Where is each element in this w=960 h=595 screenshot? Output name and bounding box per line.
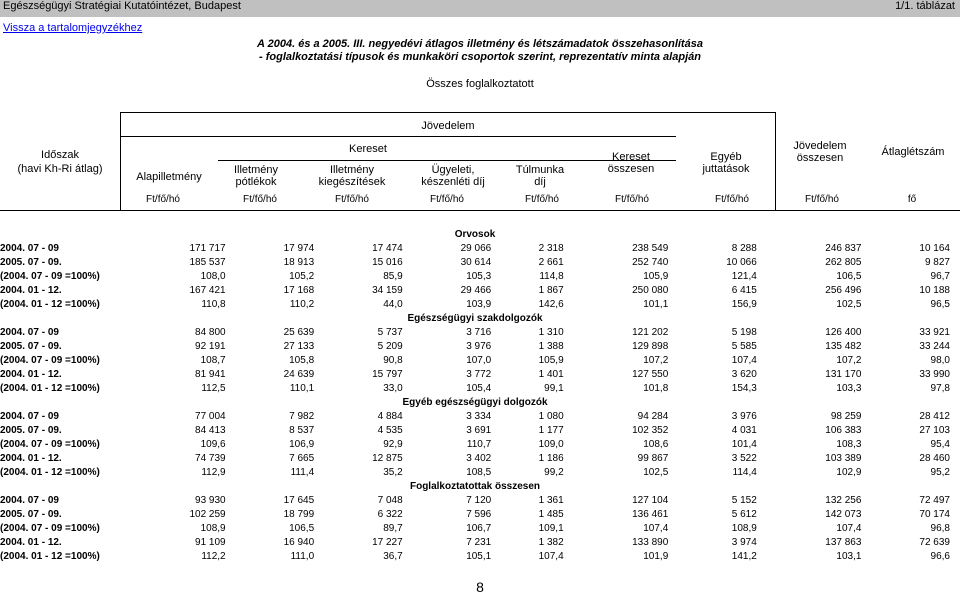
cell-value: 102 259	[189, 509, 226, 520]
unit-label: Ft/fő/hó	[243, 194, 277, 205]
row-label: 2004. 07 - 09	[0, 411, 59, 422]
cell-value: 30 614	[460, 257, 492, 268]
cell-value: 111,0	[290, 551, 315, 562]
cell-value: 93 930	[195, 495, 226, 506]
unit-label: fő	[907, 194, 917, 205]
col-alapilletmeny: Alapilletmény	[136, 171, 202, 183]
unit-label: Ft/fő/hó	[146, 194, 180, 205]
cell-value: 106,9	[289, 439, 315, 450]
cell-value: 107,0	[466, 355, 492, 366]
cell-value: 108,7	[200, 355, 226, 366]
cell-value: 72 639	[919, 537, 950, 548]
cell-value: 107,4	[538, 551, 564, 562]
cell-value: 101,4	[731, 439, 757, 450]
cell-value: 1 401	[538, 369, 564, 380]
cell-value: 109,6	[200, 439, 226, 450]
cell-value: 132 256	[825, 495, 862, 506]
cell-value: 137 863	[825, 537, 862, 548]
cell-value: 7 120	[466, 495, 492, 506]
cell-value: 29 466	[460, 285, 492, 296]
cell-value: 10 188	[919, 285, 950, 296]
cell-value: 250 080	[632, 285, 669, 296]
cell-value: 4 884	[377, 411, 403, 422]
table-row	[0, 340, 950, 354]
cell-value: 5 585	[731, 341, 757, 352]
col-jovedelem-osszesen-l2: összesen	[796, 152, 844, 164]
cell-value: 1 388	[538, 341, 564, 352]
row-label: 2005. 07 - 09.	[0, 341, 62, 352]
cell-value: 36,7	[383, 551, 403, 562]
cell-value: 3 522	[731, 453, 757, 464]
col-tulmunka-l2: díj	[534, 176, 546, 188]
row-label: 2004. 01 - 12.	[0, 369, 62, 380]
cell-value: 3 772	[466, 369, 492, 380]
header-bottom-rule	[0, 210, 960, 211]
cell-value: 99,1	[544, 383, 564, 394]
col-jovedelem: Jövedelem	[421, 120, 475, 132]
col-egyeb-juttatasok-l1: Egyéb	[710, 151, 742, 163]
cell-value: 238 549	[632, 243, 669, 254]
cell-value: 246 837	[825, 243, 862, 254]
cell-value: 105,9	[643, 271, 669, 282]
cell-value: 136 461	[632, 509, 669, 520]
cell-value: 99 867	[637, 453, 669, 464]
table-number: 1/1. táblázat	[895, 0, 955, 12]
row-label: 2004. 01 - 12.	[0, 285, 62, 296]
cell-value: 103,1	[836, 551, 862, 562]
table-row	[0, 368, 950, 382]
section-row	[0, 228, 950, 242]
cell-value: 16 940	[283, 537, 315, 548]
row-label: 2004. 07 - 09	[0, 495, 59, 506]
cell-value: 18 799	[283, 509, 315, 520]
table-row	[0, 550, 950, 564]
col-atlaglétszam: Átlaglétszám	[881, 146, 945, 158]
unit-label: Ft/fő/hó	[430, 194, 464, 205]
cell-value: 92 191	[195, 341, 226, 352]
section-row	[0, 396, 950, 410]
cell-value: 106 383	[825, 425, 862, 436]
cell-value: 17 645	[283, 495, 315, 506]
col-kereset-osszesen	[586, 151, 676, 175]
cell-value: 6 415	[731, 285, 757, 296]
cell-value: 1 177	[538, 425, 564, 436]
col-illetmeny-potlekok-l1: Illetmény	[233, 164, 279, 176]
cell-value: 74 739	[195, 453, 226, 464]
cell-value: 5 152	[731, 495, 757, 506]
col-illetmeny-kieg-l1: Illetmény	[329, 164, 375, 176]
row-label: 2005. 07 - 09.	[0, 509, 62, 520]
cell-value: 15 016	[372, 257, 403, 268]
cell-value: 103 389	[825, 453, 862, 464]
row-label: (2004. 07 - 09 =100%)	[0, 439, 100, 450]
cell-value: 90,8	[383, 355, 403, 366]
table-row	[0, 270, 950, 284]
cell-value: 84 800	[195, 327, 226, 338]
cell-value: 7 665	[289, 453, 315, 464]
cell-value: 18 913	[283, 257, 315, 268]
cell-value: 24 639	[283, 369, 315, 380]
cell-value: 5 612	[731, 509, 757, 520]
table-row	[0, 410, 950, 424]
page-number: 8	[476, 579, 484, 595]
cell-value: 102,5	[643, 467, 669, 478]
cell-value: 133 890	[632, 537, 669, 548]
cell-value: 262 805	[825, 257, 862, 268]
row-label: (2004. 01 - 12 =100%)	[0, 299, 100, 310]
cell-value: 154,3	[731, 383, 757, 394]
cell-value: 127 550	[632, 369, 669, 380]
col-tulmunka	[500, 164, 580, 188]
cell-value: 105,9	[538, 355, 564, 366]
unit-label: Ft/fő/hó	[525, 194, 559, 205]
col-ugyeleti-l1: Ügyeleti,	[431, 164, 475, 176]
cell-value: 7 048	[377, 495, 403, 506]
section-row	[0, 480, 950, 494]
cell-value: 1 361	[538, 495, 564, 506]
cell-value: 17 168	[283, 285, 315, 296]
cell-value: 106,5	[836, 271, 862, 282]
cell-value: 77 004	[195, 411, 226, 422]
unit-label: Ft/fő/hó	[335, 194, 369, 205]
section-title: Foglalkoztatottak összesen	[409, 481, 541, 492]
cell-value: 4 535	[377, 425, 403, 436]
table-row	[0, 522, 950, 536]
col-kereset: Kereset	[349, 143, 387, 155]
cell-value: 110,1	[289, 383, 315, 394]
col-illetmeny-kieg-l2: kiegészítések	[318, 176, 386, 188]
row-label: (2004. 07 - 09 =100%)	[0, 271, 100, 282]
cell-value: 108,0	[200, 271, 226, 282]
cell-value: 15 797	[372, 369, 403, 380]
cell-value: 109,0	[538, 439, 564, 450]
back-to-contents-link[interactable]: Vissza a tartalomjegyzékhez	[3, 22, 143, 34]
table-row	[0, 494, 950, 508]
cell-value: 129 898	[632, 341, 669, 352]
cell-value: 112,2	[201, 551, 226, 562]
table-row	[0, 466, 950, 480]
cell-value: 5 198	[731, 327, 757, 338]
cell-value: 3 620	[731, 369, 757, 380]
cell-value: 89,7	[383, 523, 403, 534]
col-illetmeny-potlekok	[218, 164, 294, 188]
header-top-rule	[120, 112, 776, 113]
row-label: 2005. 07 - 09.	[0, 257, 62, 268]
cell-value: 35,2	[383, 467, 403, 478]
cell-value: 121 202	[632, 327, 669, 338]
cell-value: 2 318	[538, 243, 564, 254]
cell-value: 95,2	[930, 467, 950, 478]
cell-value: 106,5	[289, 523, 315, 534]
section-title: Orvosok	[454, 229, 496, 240]
top-header-bar	[0, 0, 960, 17]
cell-value: 3 976	[466, 341, 492, 352]
row-label: (2004. 01 - 12 =100%)	[0, 467, 100, 478]
page-subtitle: Összes foglalkoztatott	[426, 78, 534, 90]
cell-value: 91 109	[195, 537, 226, 548]
col-kereset-osszesen-l1: Kereset	[612, 151, 650, 163]
cell-value: 70 174	[919, 509, 950, 520]
cell-value: 27 103	[919, 425, 950, 436]
cell-value: 28 460	[919, 453, 950, 464]
col-period-sub: (havi Kh-Ri átlag)	[17, 163, 103, 175]
col-tulmunka-l1: Túlmunka	[515, 164, 565, 176]
cell-value: 44,0	[383, 299, 403, 310]
cell-value: 33,0	[383, 383, 403, 394]
cell-value: 2 661	[538, 257, 564, 268]
cell-value: 114,8	[539, 271, 564, 282]
cell-value: 131 170	[825, 369, 862, 380]
cell-value: 108,9	[731, 523, 757, 534]
cell-value: 110,7	[466, 439, 492, 450]
cell-value: 33 921	[919, 327, 950, 338]
cell-value: 1 867	[538, 285, 564, 296]
cell-value: 27 133	[283, 341, 315, 352]
table-row	[0, 298, 950, 312]
col-ugyeleti	[395, 164, 511, 188]
cell-value: 33 244	[919, 341, 950, 352]
cell-value: 10 066	[726, 257, 757, 268]
cell-value: 98 259	[830, 411, 862, 422]
cell-value: 96,5	[930, 299, 950, 310]
cell-value: 85,9	[383, 271, 403, 282]
cell-value: 110,8	[201, 299, 226, 310]
cell-value: 3 402	[466, 453, 492, 464]
cell-value: 108,9	[200, 523, 226, 534]
cell-value: 102 352	[632, 425, 669, 436]
cell-value: 105,3	[466, 271, 492, 282]
cell-value: 107,2	[643, 355, 669, 366]
data-table	[0, 228, 950, 564]
cell-value: 92,9	[383, 439, 403, 450]
cell-value: 108,6	[643, 439, 669, 450]
cell-value: 98,0	[930, 355, 950, 366]
section-title: Egyéb egészségügyi dolgozók	[402, 397, 548, 408]
cell-value: 105,8	[289, 355, 315, 366]
cell-value: 105,1	[466, 551, 492, 562]
cell-value: 135 482	[825, 341, 862, 352]
col-illetmeny-potlekok-l2: pótlékok	[235, 176, 277, 188]
cell-value: 105,4	[466, 383, 492, 394]
cell-value: 126 400	[825, 327, 862, 338]
cell-value: 252 740	[632, 257, 669, 268]
table-row	[0, 326, 950, 340]
table-row	[0, 284, 950, 298]
cell-value: 111,4	[290, 467, 315, 478]
cell-value: 105,2	[289, 271, 315, 282]
cell-value: 107,2	[836, 355, 862, 366]
cell-value: 33 990	[919, 369, 950, 380]
table-row	[0, 438, 950, 452]
table-row	[0, 354, 950, 368]
cell-value: 167 421	[189, 285, 226, 296]
cell-value: 3 334	[466, 411, 492, 422]
cell-value: 107,4	[836, 523, 862, 534]
cell-value: 96,7	[930, 271, 950, 282]
col-egyeb-juttatasok	[680, 151, 772, 175]
cell-value: 107,4	[643, 523, 669, 534]
cell-value: 72 497	[919, 495, 950, 506]
cell-value: 28 412	[919, 411, 950, 422]
cell-value: 12 875	[372, 453, 403, 464]
cell-value: 7 596	[466, 509, 492, 520]
cell-value: 103,9	[466, 299, 492, 310]
col-ugyeleti-l2: készenléti díj	[421, 176, 485, 188]
col-jovedelem-osszesen-l1: Jövedelem	[793, 140, 847, 152]
table-row	[0, 508, 950, 522]
cell-value: 142,6	[538, 299, 564, 310]
cell-value: 1 186	[538, 453, 564, 464]
cell-value: 34 159	[372, 285, 403, 296]
cell-value: 107,4	[731, 355, 757, 366]
cell-value: 112,5	[201, 383, 226, 394]
cell-value: 97,8	[930, 383, 950, 394]
row-label: (2004. 07 - 09 =100%)	[0, 523, 100, 534]
row-label: 2004. 07 - 09	[0, 243, 59, 254]
cell-value: 171 717	[189, 243, 226, 254]
cell-value: 156,9	[731, 299, 757, 310]
cell-value: 3 974	[731, 537, 757, 548]
cell-value: 127 104	[632, 495, 669, 506]
cell-value: 96,6	[930, 551, 950, 562]
cell-value: 8 288	[731, 243, 757, 254]
page-title-line-2: - foglalkoztatási típusok és munkaköri csoportok szerint, reprezentatív minta alapján	[259, 51, 701, 63]
cell-value: 1 080	[538, 411, 564, 422]
cell-value: 141,2	[731, 551, 757, 562]
cell-value: 102,5	[836, 299, 862, 310]
cell-value: 101,9	[643, 551, 669, 562]
cell-value: 114,4	[732, 467, 757, 478]
col-jovedelem-osszesen	[776, 140, 864, 164]
cell-value: 121,4	[731, 271, 757, 282]
row-label: 2004. 01 - 12.	[0, 453, 62, 464]
cell-value: 25 639	[283, 327, 315, 338]
col-egyeb-juttatasok-l2: juttatások	[702, 163, 750, 175]
cell-value: 142 073	[825, 509, 862, 520]
col-kereset-osszesen-l2: összesen	[607, 163, 655, 175]
cell-value: 81 941	[195, 369, 226, 380]
cell-value: 3 691	[466, 425, 492, 436]
cell-value: 108,3	[836, 439, 862, 450]
cell-value: 7 231	[466, 537, 492, 548]
cell-value: 5 737	[377, 327, 403, 338]
cell-value: 3 976	[731, 411, 757, 422]
unit-label: Ft/fő/hó	[805, 194, 839, 205]
cell-value: 256 496	[825, 285, 862, 296]
table-row	[0, 452, 950, 466]
table-row	[0, 256, 950, 270]
cell-value: 5 209	[377, 341, 403, 352]
col-illetmeny-kieg	[300, 164, 404, 188]
cell-value: 84 413	[195, 425, 226, 436]
cell-value: 17 474	[372, 243, 403, 254]
cell-value: 8 537	[289, 425, 315, 436]
cell-value: 106,7	[466, 523, 492, 534]
cell-value: 17 227	[372, 537, 403, 548]
institute-name: Egészségügyi Stratégiai Kutatóintézet, Budapest	[3, 0, 241, 12]
row-label: (2004. 01 - 12 =100%)	[0, 383, 100, 394]
cell-value: 17 974	[283, 243, 315, 254]
table-row	[0, 536, 950, 550]
cell-value: 102,9	[836, 467, 862, 478]
cell-value: 95,4	[930, 439, 950, 450]
cell-value: 99,2	[544, 467, 564, 478]
cell-value: 1 310	[538, 327, 564, 338]
table-row	[0, 382, 950, 396]
table-row	[0, 424, 950, 438]
cell-value: 101,8	[643, 383, 669, 394]
cell-value: 4 031	[731, 425, 757, 436]
row-label: (2004. 07 - 09 =100%)	[0, 355, 100, 366]
cell-value: 94 284	[637, 411, 669, 422]
cell-value: 29 066	[460, 243, 492, 254]
unit-label: Ft/fő/hó	[615, 194, 649, 205]
cell-value: 185 537	[189, 257, 226, 268]
row-label: 2004. 07 - 09	[0, 327, 59, 338]
cell-value: 110,2	[289, 299, 315, 310]
row-label: (2004. 01 - 12 =100%)	[0, 551, 100, 562]
cell-value: 109,1	[538, 523, 564, 534]
cell-value: 112,9	[201, 467, 226, 478]
cell-value: 108,5	[466, 467, 492, 478]
page-title-line-1: A 2004. és a 2005. III. negyedévi átlagos illetmény és létszámadatok összehasonlítása	[257, 38, 703, 50]
cell-value: 10 164	[919, 243, 950, 254]
cell-value: 96,8	[930, 523, 950, 534]
table-row	[0, 242, 950, 256]
cell-value: 101,1	[643, 299, 669, 310]
jovedelem-rule	[120, 136, 676, 137]
row-label: 2004. 01 - 12.	[0, 537, 62, 548]
cell-value: 3 716	[466, 327, 492, 338]
section-title: Egészségügyi szakdolgozók	[407, 313, 543, 324]
cell-value: 1 382	[538, 537, 564, 548]
cell-value: 7 982	[289, 411, 315, 422]
cell-value: 103,3	[836, 383, 862, 394]
col-period: Időszak	[41, 149, 79, 161]
unit-label: Ft/fő/hó	[715, 194, 749, 205]
cell-value: 9 827	[924, 257, 950, 268]
section-row	[0, 312, 950, 326]
cell-value: 1 485	[538, 509, 564, 520]
row-label: 2005. 07 - 09.	[0, 425, 62, 436]
cell-value: 6 322	[377, 509, 403, 520]
